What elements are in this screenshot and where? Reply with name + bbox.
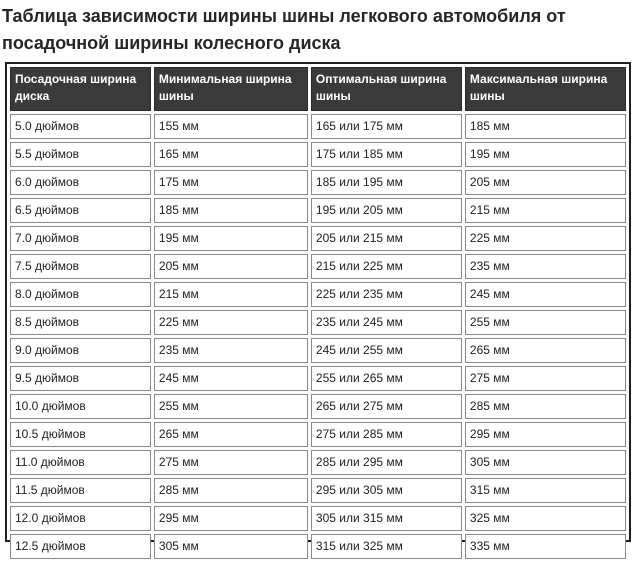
cell-optimal-width: 185 или 195 мм xyxy=(311,170,462,195)
cell-max-width: 295 мм xyxy=(465,422,626,447)
cell-rim-width: 8.0 дюймов xyxy=(10,282,151,307)
cell-optimal-width: 305 или 315 мм xyxy=(311,506,462,531)
cell-min-width: 235 мм xyxy=(154,338,308,363)
cell-optimal-width: 285 или 295 мм xyxy=(311,450,462,475)
cell-optimal-width: 225 или 235 мм xyxy=(311,282,462,307)
cell-max-width: 195 мм xyxy=(465,142,626,167)
cell-rim-width: 9.5 дюймов xyxy=(10,366,151,391)
table-row xyxy=(10,254,626,279)
cell-optimal-width: 165 или 175 мм xyxy=(311,114,462,139)
cell-min-width: 305 мм xyxy=(154,534,308,559)
table-row xyxy=(10,534,626,559)
cell-min-width: 175 мм xyxy=(154,170,308,195)
cell-rim-width: 6.0 дюймов xyxy=(10,170,151,195)
cell-min-width: 225 мм xyxy=(154,310,308,335)
cell-rim-width: 5.5 дюймов xyxy=(10,142,151,167)
cell-optimal-width: 265 или 275 мм xyxy=(311,394,462,419)
cell-optimal-width: 245 или 255 мм xyxy=(311,338,462,363)
cell-optimal-width: 235 или 245 мм xyxy=(311,310,462,335)
cell-min-width: 205 мм xyxy=(154,254,308,279)
cell-max-width: 185 мм xyxy=(465,114,626,139)
cell-max-width: 285 мм xyxy=(465,394,626,419)
cell-min-width: 245 мм xyxy=(154,366,308,391)
cell-optimal-width: 195 или 205 мм xyxy=(311,198,462,223)
cell-max-width: 315 мм xyxy=(465,478,626,503)
cell-max-width: 325 мм xyxy=(465,506,626,531)
page-title: Таблица зависимости ширины шины легкового автомобиля от посадочной ширины колесного диска xyxy=(2,6,566,53)
header-rim-width: Посадочная ширина диска xyxy=(10,67,151,111)
cell-max-width: 255 мм xyxy=(465,310,626,335)
cell-rim-width: 7.5 дюймов xyxy=(10,254,151,279)
cell-optimal-width: 295 или 305 мм xyxy=(311,478,462,503)
cell-max-width: 265 мм xyxy=(465,338,626,363)
table-row xyxy=(10,282,626,307)
header-min-tire-width: Минимальная ширина шины xyxy=(154,67,308,111)
cell-min-width: 255 мм xyxy=(154,394,308,419)
cell-min-width: 165 мм xyxy=(154,142,308,167)
cell-max-width: 305 мм xyxy=(465,450,626,475)
cell-max-width: 225 мм xyxy=(465,226,626,251)
cell-rim-width: 12.5 дюймов xyxy=(10,534,151,559)
table-row xyxy=(10,422,626,447)
cell-min-width: 275 мм xyxy=(154,450,308,475)
table-row xyxy=(10,394,626,419)
cell-max-width: 235 мм xyxy=(465,254,626,279)
cell-rim-width: 7.0 дюймов xyxy=(10,226,151,251)
tire-width-table xyxy=(7,64,629,562)
cell-min-width: 295 мм xyxy=(154,506,308,531)
cell-optimal-width: 205 или 215 мм xyxy=(311,226,462,251)
table-row xyxy=(10,198,626,223)
table-header-row xyxy=(10,67,626,111)
cell-rim-width: 9.0 дюймов xyxy=(10,338,151,363)
cell-rim-width: 8.5 дюймов xyxy=(10,310,151,335)
cell-min-width: 195 мм xyxy=(154,226,308,251)
cell-rim-width: 10.5 дюймов xyxy=(10,422,151,447)
cell-optimal-width: 175 или 185 мм xyxy=(311,142,462,167)
cell-rim-width: 5.0 дюймов xyxy=(10,114,151,139)
cell-optimal-width: 275 или 285 мм xyxy=(311,422,462,447)
table-row xyxy=(10,114,626,139)
cell-max-width: 245 мм xyxy=(465,282,626,307)
table-row xyxy=(10,142,626,167)
cell-rim-width: 6.5 дюймов xyxy=(10,198,151,223)
cell-optimal-width: 215 или 225 мм xyxy=(311,254,462,279)
table-row xyxy=(10,366,626,391)
header-optimal-tire-width: Оптимальная ширина шины xyxy=(311,67,462,111)
cell-min-width: 155 мм xyxy=(154,114,308,139)
cell-optimal-width: 255 или 265 мм xyxy=(311,366,462,391)
cell-max-width: 335 мм xyxy=(465,534,626,559)
cell-rim-width: 10.0 дюймов xyxy=(10,394,151,419)
cell-optimal-width: 315 или 325 мм xyxy=(311,534,462,559)
tire-width-table-container xyxy=(5,62,631,553)
table-row xyxy=(10,450,626,475)
cell-max-width: 215 мм xyxy=(465,198,626,223)
cell-rim-width: 11.5 дюймов xyxy=(10,478,151,503)
cell-rim-width: 11.0 дюймов xyxy=(10,450,151,475)
table-row xyxy=(10,310,626,335)
table-row xyxy=(10,506,626,531)
cell-rim-width: 12.0 дюймов xyxy=(10,506,151,531)
cell-max-width: 275 мм xyxy=(465,366,626,391)
cell-min-width: 265 мм xyxy=(154,422,308,447)
header-max-tire-width: Максимальная ширина шины xyxy=(465,67,626,111)
table-row xyxy=(10,226,626,251)
cell-min-width: 215 мм xyxy=(154,282,308,307)
cell-min-width: 285 мм xyxy=(154,478,308,503)
table-row xyxy=(10,338,626,363)
table-row xyxy=(10,478,626,503)
cell-min-width: 185 мм xyxy=(154,198,308,223)
table-row xyxy=(10,170,626,195)
cell-max-width: 205 мм xyxy=(465,170,626,195)
